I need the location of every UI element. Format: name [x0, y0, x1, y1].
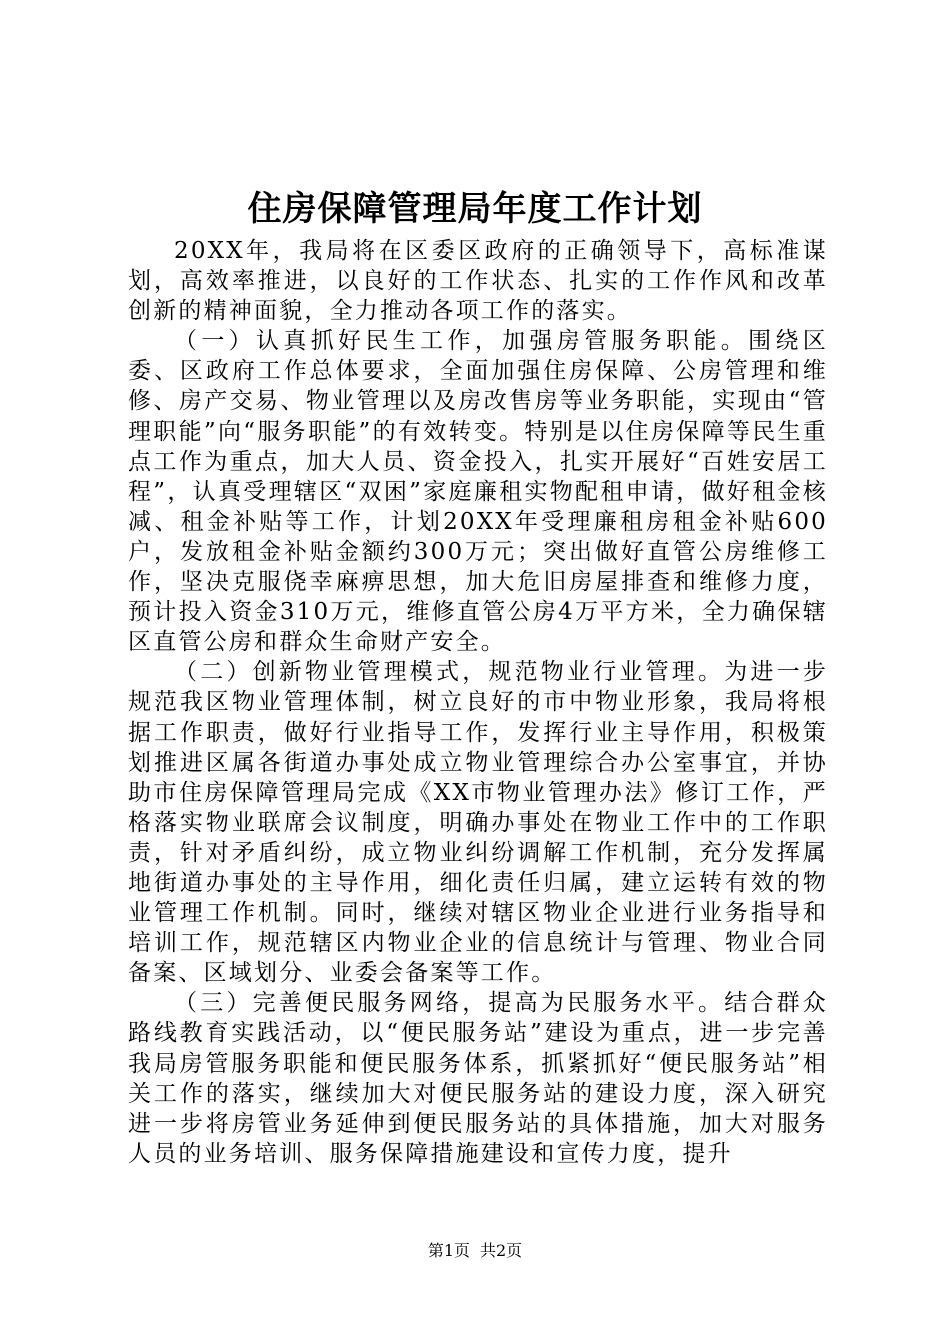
page-number-current: 第1页: [427, 1241, 470, 1260]
paragraph-section-1: （一）认真抓好民生工作，加强房管服务职能。围绕区委、区政府工作总体要求，全面加强住房保障、公房管理和维修、房产交易、物业管理以及房改售房等业务职能，实现由“管理职能”向“服务职能”的有效转变。特别是以住房保障等民生重点工作为重点，加大人员、资金投入，扎实开展好“百姓安居工程”，认真受理辖区“双困”家庭廉租实物配租申请，做好租金核减、租金补贴等工作，计划20XX年受理廉租房租金补贴600户，发放租金补贴金额约300万元；突出做好直管公房维修工作，坚决克服侥幸麻痹思想，加大危旧房屋排查和维修力度，预计投入资金310万元，维修直管公房4万平方米，全力确保辖区直管公房和群众生命财产安全。: [128, 328, 828, 656]
document-body: [128, 236, 828, 1169]
page-number-total: 共2页: [480, 1241, 523, 1260]
paragraph-intro: 20XX年，我局将在区委区政府的正确领导下，高标准谋划，高效率推进，以良好的工作状态、扎实的工作作风和改革创新的精神面貌，全力推动各项工作的落实。: [128, 238, 828, 325]
paragraph-section-3: （三）完善便民服务网络，提高为民服务水平。结合群众路线教育实践活动，以“便民服务站”建设为重点，进一步完善我局房管服务职能和便民服务体系，抓紧抓好“便民服务站”相关工作的落实，继续加大对便民服务站的建设力度，深入研究进一步将房管业务延伸到便民服务站的具体措施，加大对服务人员的业务培训、服务保障措施建设和宣传力度，提升: [128, 990, 828, 1167]
document-title: 住房保障管理局年度工作计划: [247, 189, 703, 229]
page-footer: [0, 1240, 950, 1262]
paragraph-section-2: （二）创新物业管理模式，规范物业行业管理。为进一步规范我区物业管理体制，树立良好的市中物业形象，我局将根据工作职责，做好行业指导工作，发挥行业主导作用，积极策划推进区属各街道办事处成立物业管理综合办公室事宜，并协助市住房保障管理局完成《XX市物业管理办法》修订工作，严格落实物业联席会议制度，明确办事处在物业工作中的工作职责，针对矛盾纠纷，成立物业纠纷调解工作机制，充分发挥属地街道办事处的主导作用，细化责任归属，建立运转有效的物业管理工作机制。同时，继续对辖区物业企业进行业务指导和培训工作，规范辖区内物业企业的信息统计与管理、物业合同备案、区域划分、业委会备案等工作。: [128, 659, 828, 987]
